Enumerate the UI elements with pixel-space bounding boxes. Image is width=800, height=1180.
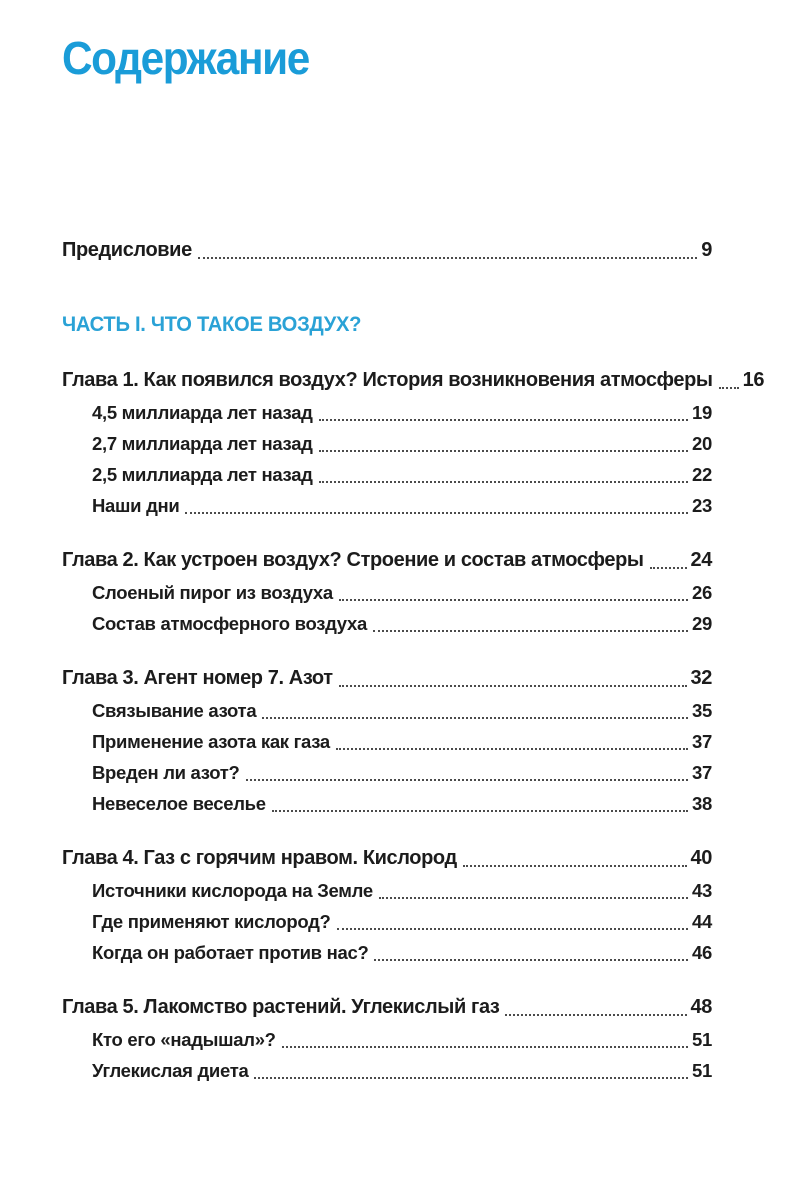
- toc-entry: [62, 582, 712, 604]
- toc-entry-label: 2,7 миллиарда лет назад: [92, 433, 313, 455]
- toc-chapter-3: [62, 668, 712, 815]
- toc-entry: [62, 668, 712, 690]
- dot-leader: [379, 897, 688, 899]
- dot-leader: [336, 748, 688, 750]
- toc-entry-page: 51: [692, 1029, 712, 1051]
- toc-chapter-5: [62, 997, 712, 1082]
- toc-entry-label: Глава 2. Как устроен воздух? Строение и состав атмосферы: [62, 549, 644, 572]
- toc-entry-page: 19: [692, 402, 712, 424]
- toc-entry: [62, 911, 712, 933]
- dot-leader: [185, 512, 688, 514]
- toc-entry: [62, 1029, 712, 1051]
- toc-entry-label: 2,5 миллиарда лет назад: [92, 464, 313, 486]
- dot-leader: [374, 959, 688, 961]
- toc-entry-label: Наши дни: [92, 495, 180, 517]
- toc-entry-label: Глава 3. Агент номер 7. Азот: [62, 667, 333, 690]
- toc-entry-label: Источники кислорода на Земле: [92, 880, 373, 902]
- toc-entry-page: 9: [701, 239, 712, 262]
- toc-entry: [62, 613, 712, 635]
- toc-entry-label: Кто его «надышал»?: [92, 1029, 276, 1051]
- toc-entry-preface: [62, 240, 712, 262]
- toc-entry: [62, 793, 712, 815]
- toc-entry-label: Предисловие: [62, 239, 192, 262]
- toc-entry: [62, 464, 712, 486]
- toc-entry: [62, 942, 712, 964]
- dot-leader: [319, 450, 688, 452]
- toc-chapter-4: [62, 848, 712, 964]
- toc-entry: [62, 848, 712, 870]
- dot-leader: [505, 1014, 686, 1016]
- dot-leader: [373, 630, 688, 632]
- toc-entry-page: 43: [692, 880, 712, 902]
- toc-entry: [62, 997, 712, 1019]
- toc-entry-page: 40: [690, 847, 712, 870]
- toc-entry-page: 37: [692, 762, 712, 784]
- dot-leader: [319, 419, 688, 421]
- toc-entry-page: 37: [692, 731, 712, 753]
- toc-chapter-2: [62, 550, 712, 635]
- toc-entry-label: Глава 5. Лакомство растений. Углекислый газ: [62, 996, 500, 1019]
- dot-leader: [262, 717, 688, 719]
- toc-entry: [62, 1060, 712, 1082]
- part-header: ЧАСТЬ I. ЧТО ТАКОЕ ВОЗДУХ?: [62, 313, 362, 337]
- dot-leader: [198, 257, 697, 259]
- dot-leader: [339, 599, 688, 601]
- toc-entry-label: 4,5 миллиарда лет назад: [92, 402, 313, 424]
- toc-entry: [62, 402, 712, 424]
- toc-entry-page: 32: [690, 667, 712, 690]
- dot-leader: [246, 779, 689, 781]
- toc-entry-label: Состав атмосферного воздуха: [92, 613, 367, 635]
- toc-entry-page: 29: [692, 613, 712, 635]
- toc-entry: [62, 700, 712, 722]
- toc-entry-page: 35: [692, 700, 712, 722]
- toc-entry-page: 26: [692, 582, 712, 604]
- toc-page: [62, 0, 765, 1082]
- toc-entry-page: 24: [690, 549, 712, 572]
- toc-entry-page: 48: [690, 996, 712, 1019]
- toc-entry-label: Связывание азота: [92, 700, 257, 722]
- toc-entry-page: 20: [692, 433, 712, 455]
- toc-entry: [62, 495, 712, 517]
- toc-chapter-1: [62, 369, 765, 517]
- dot-leader: [272, 810, 688, 812]
- toc-entry-page: 46: [692, 942, 712, 964]
- toc-entry-label: Применение азота как газа: [92, 731, 330, 753]
- toc-entry-page: 23: [692, 495, 712, 517]
- toc-entry: [62, 550, 712, 572]
- toc-entry: [62, 880, 712, 902]
- dot-leader: [319, 481, 688, 483]
- toc-entry-label: Слоеный пирог из воздуха: [92, 582, 333, 604]
- toc-entry-label: Глава 4. Газ с горячим нравом. Кислород: [62, 847, 457, 870]
- dot-leader: [254, 1077, 688, 1079]
- toc-entry-label: Углекислая диета: [92, 1060, 249, 1082]
- dot-leader: [650, 567, 687, 569]
- toc-entry-label: Невеселое веселье: [92, 793, 266, 815]
- toc-entry-label: Глава 1. Как появился воздух? История возникновения атмосферы: [62, 369, 713, 392]
- toc-entry: [62, 369, 765, 392]
- toc-entry-page: 44: [692, 911, 712, 933]
- dot-leader: [719, 387, 739, 389]
- dot-leader: [337, 928, 689, 930]
- toc-entry: [62, 731, 712, 753]
- toc-entry-page: 22: [692, 464, 712, 486]
- dot-leader: [339, 685, 687, 687]
- toc-entry: [62, 433, 712, 455]
- toc-entry-label: Где применяют кислород?: [92, 911, 331, 933]
- dot-leader: [463, 865, 687, 867]
- toc-entry-page: 38: [692, 793, 712, 815]
- toc-entry-page: 16: [742, 369, 765, 392]
- toc-entry-label: Когда он работает против нас?: [92, 942, 369, 964]
- toc-entry-page: 51: [692, 1060, 712, 1082]
- dot-leader: [282, 1046, 688, 1048]
- toc-entry-label: Вреден ли азот?: [92, 762, 240, 784]
- toc-entry: [62, 762, 712, 784]
- page-title: Содержание: [62, 32, 309, 84]
